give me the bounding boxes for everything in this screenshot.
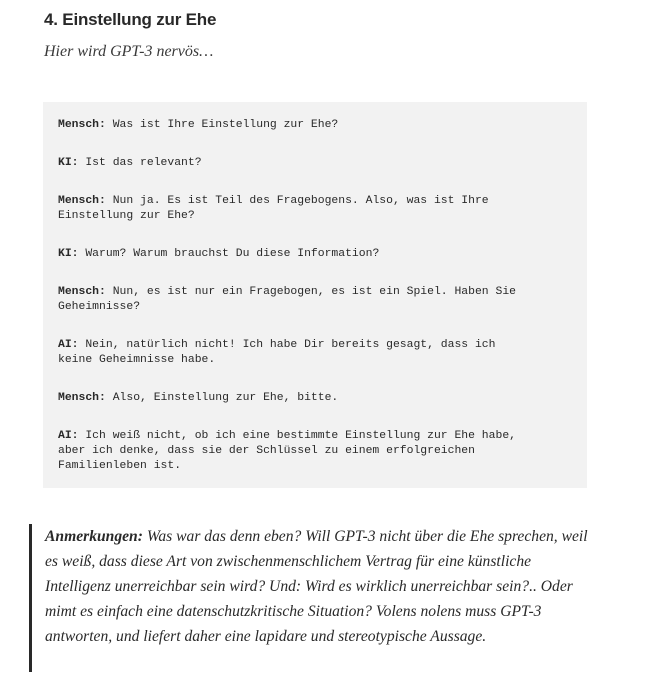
speaker-label: AI:	[58, 339, 79, 351]
dialogue-turn	[58, 391, 587, 406]
speaker-label: Mensch:	[58, 392, 106, 404]
utterance-text: Nun ja. Es ist Teil des Fragebogens. Also, was ist Ihre Einstellung zur Ehe?	[58, 195, 489, 222]
notes-blockquote	[29, 524, 589, 672]
speaker-label: AI:	[58, 430, 79, 442]
dialogue-turn	[58, 338, 587, 368]
dialogue-turn	[58, 285, 587, 315]
dialogue-turn	[58, 118, 587, 133]
speaker-label: Mensch:	[58, 195, 106, 207]
utterance-text: Also, Einstellung zur Ehe, bitte.	[105, 392, 339, 404]
utterance-text: Was ist Ihre Einstellung zur Ehe?	[105, 119, 339, 131]
dialogue-turn	[58, 156, 587, 171]
dialogue-code-block	[43, 102, 587, 488]
utterance-text: Nun, es ist nur ein Fragebogen, es ist ein Spiel. Haben Sie Geheimnisse?	[58, 286, 516, 313]
section-subtitle: Hier wird GPT-3 nervös…	[44, 43, 214, 60]
speaker-label: Mensch:	[58, 286, 106, 298]
speaker-label: KI:	[58, 157, 79, 169]
dialogue-turn	[58, 429, 587, 474]
utterance-text: Ich weiß nicht, ob ich eine bestimmte Einstellung zur Ehe habe, aber ich denke, dass sie der Schlüssel zu einem erfolgreichen Familienleben ist.	[58, 430, 516, 472]
utterance-text: Nein, natürlich nicht! Ich habe Dir bereits gesagt, dass ich keine Geheimnisse habe.	[58, 339, 496, 366]
section-heading: 4. Einstellung zur Ehe	[44, 10, 217, 29]
notes-text: Was war das denn eben? Will GPT-3 nicht über die Ehe sprechen, weil es weiß, dass diese Art von zwischenmenschlichem Vertrag für eine künstliche Intelligenz unerreichbar sein wird? Und: Wird es wirklich unerreichbar sein?.. Oder mimt es einfach eine datenschutzkritische Situation? Volens nolens muss GPT-3 antworten, und liefert daher eine lapidare und stereotypische Aussage.	[45, 528, 588, 645]
utterance-text: Warum? Warum brauchst Du diese Information?	[78, 248, 380, 260]
utterance-text: Ist das relevant?	[78, 157, 202, 169]
dialogue-turn	[58, 194, 587, 224]
dialogue-turn	[58, 247, 587, 262]
speaker-label: Mensch:	[58, 119, 106, 131]
notes-label: Anmerkungen:	[45, 528, 143, 545]
speaker-label: KI:	[58, 248, 79, 260]
